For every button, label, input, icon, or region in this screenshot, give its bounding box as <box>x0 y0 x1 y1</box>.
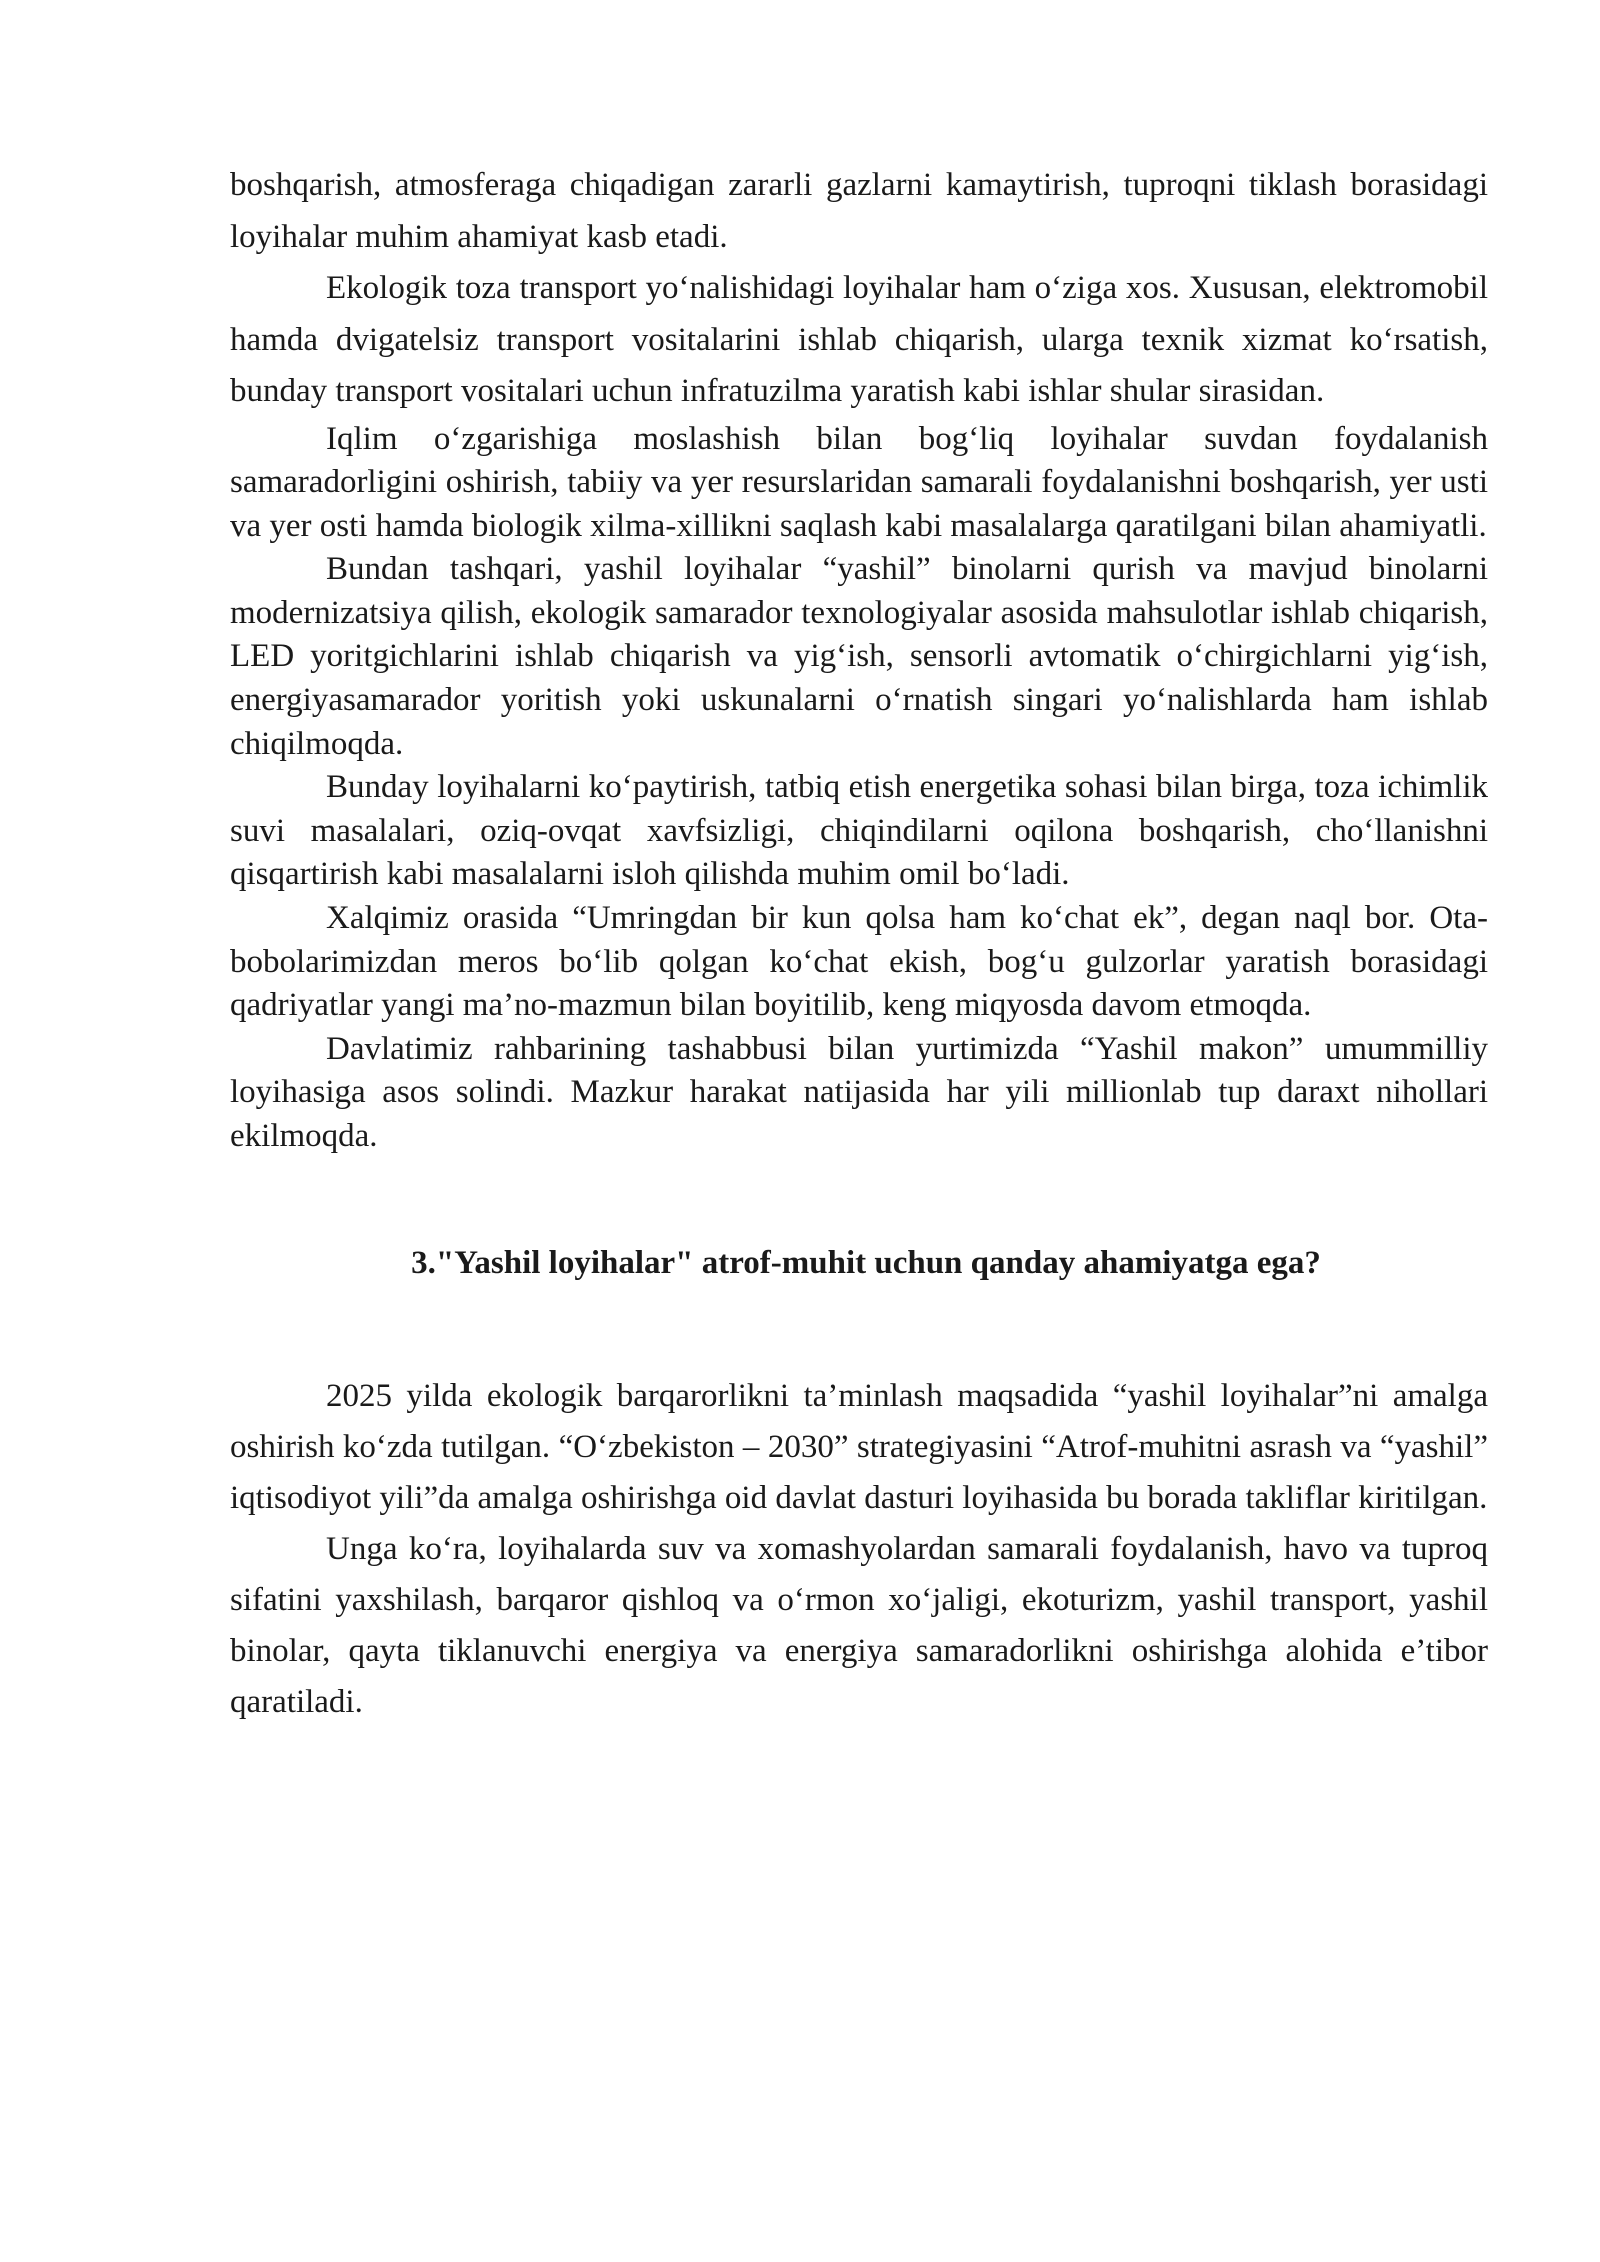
paragraph: Bunday loyihalarni ko‘paytirish, tatbiq etish energetika sohasi bilan birga, toza ichimlik suvi masalalari, oziq-ovqat xavfsizligi, chiqindilarni oqilona boshqarish, cho‘llanishni qisqartirish kabi masalalarni isloh qilishda muhim omil bo‘ladi. <box>230 769 1488 893</box>
top-paragraphs <box>230 160 1488 418</box>
paragraph: Unga ko‘ra, loyihalarda suv va xomashyolardan samarali foydalanish, havo va tuproq sifatini yaxshilash, barqaror qishloq va o‘rmon xo‘jaligi, ekoturizm, yashil transport, yashil binolar, qayta tiklanuvchi energiya va energiya samaradorlikni oshirishga alohida e’tibor qaratiladi. <box>230 1530 1488 1720</box>
spacer <box>230 1285 1488 1371</box>
document-page <box>230 160 1488 1728</box>
middle-paragraphs <box>230 418 1488 1159</box>
spacer <box>230 1159 1488 1241</box>
paragraph: Davlatimiz rahbarining tashabbusi bilan yurtimizda “Yashil makon” umummilliy loyihasiga asos solindi. Mazkur harakat natijasida har yili millionlab tup daraxt nihollari ekilmoqda. <box>230 1030 1488 1154</box>
paragraph: Bundan tashqari, yashil loyihalar “yashil” binolarni qurish va mavjud binolarni modernizatsiya qilish, ekologik samarador texnologiyalar asosida mahsulotlar ishlab chiqarish, LED yoritgichlarini ishlab chiqarish va yig‘ish, sensorli avtomatik o‘chirgichlarni yig‘ish, energiyasamarador yoritish yoki uskunalarni o‘rnatish singari yo‘nalishlarda ham ishlab chiqilmoqda. <box>230 551 1488 762</box>
paragraph: Xalqimiz orasida “Umringdan bir kun qolsa ham ko‘chat ek”, degan naql bor. Ota-bobolarimizdan meros bo‘lib qolgan ko‘chat ekish, bog‘u gulzorlar yaratish borasidagi qadriyatlar yangi ma’no-mazmun bilan boyitilib, keng miqyosda davom etmoqda. <box>230 900 1488 1024</box>
paragraph: boshqarish, atmosferaga chiqadigan zararli gazlarni kamaytirish, tuproqni tiklash borasidagi loyihalar muhim ahamiyat kasb etadi. <box>230 167 1488 255</box>
bottom-paragraphs <box>230 1371 1488 1728</box>
paragraph: Iqlim o‘zgarishiga moslashish bilan bog‘liq loyihalar suvdan foydalanish samaradorligini oshirish, tabiiy va yer resurslaridan samarali foydalanishni boshqarish, yer usti va yer osti hamda biologik xilma-xillikni saqlash kabi masalalarga qaratilgani bilan ahamiyatli. <box>230 420 1488 544</box>
paragraph: 2025 yilda ekologik barqarorlikni ta’minlash maqsadida “yashil loyihalar”ni amalga oshirish ko‘zda tutilgan. “O‘zbekiston – 2030” strategiyasini “Atrof-muhitni asrash va “yashil” iqtisodiyot yili”da amalga oshirishga oid davlat dasturi loyihasida bu borada takliflar kiritilgan. <box>230 1377 1488 1516</box>
paragraph: Ekologik toza transport yo‘nalishidagi loyihalar ham o‘ziga xos. Xususan, elektromobil hamda dvigatelsiz transport vositalarini ishlab chiqarish, ularga texnik xizmat ko‘rsatish, bunday transport vositalari uchun infratuzilma yaratish kabi ishlar shular sirasidan. <box>230 270 1488 409</box>
section-heading: 3."Yashil loyihalar" atrof-muhit uchun qanday ahamiyatga ega? <box>411 1244 1321 1281</box>
